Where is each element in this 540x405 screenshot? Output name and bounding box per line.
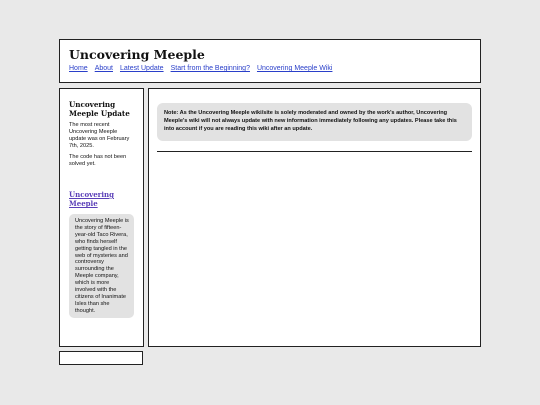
- nav-link-wiki[interactable]: Uncovering Meeple Wiki: [256, 65, 333, 72]
- sidebar: [59, 88, 144, 347]
- main-nav: [69, 64, 480, 73]
- nav-link-about[interactable]: About: [94, 65, 113, 72]
- footer-box: [59, 351, 143, 365]
- site-header: [59, 39, 481, 83]
- story-link[interactable]: Uncovering Meeple: [69, 190, 114, 208]
- update-heading: Uncovering Meeple Update: [69, 100, 130, 118]
- wiki-note: Note: As the Uncovering Meeple wiki/site is solely moderated and owned by the work's author, Uncovering Meeple's wiki will not always update with new information immediately following any updates. Please take this into account if you are reading this wiki after an update.: [157, 103, 472, 141]
- nav-link-start-beginning[interactable]: Start from the Beginning?: [170, 65, 250, 72]
- main-content: [148, 88, 481, 347]
- story-description: Uncovering Meeple is the story of fifteen-year-old Taco Rivera, who finds herself getting tangled in the web of mysteries and controversy surrounding the Meeple company, which is more involved with the citizens of Inanimate Isles than she thought.: [69, 214, 134, 318]
- nav-link-home[interactable]: Home: [69, 65, 88, 72]
- update-text: The most recent Uncovering Meeple update was on February 7th, 2025.: [69, 122, 130, 149]
- content-divider: [157, 151, 472, 152]
- code-status-text: The code has not been solved yet.: [69, 154, 127, 167]
- nav-link-latest-update[interactable]: Latest Update: [119, 65, 164, 72]
- site-title: Uncovering Meeple: [69, 47, 205, 62]
